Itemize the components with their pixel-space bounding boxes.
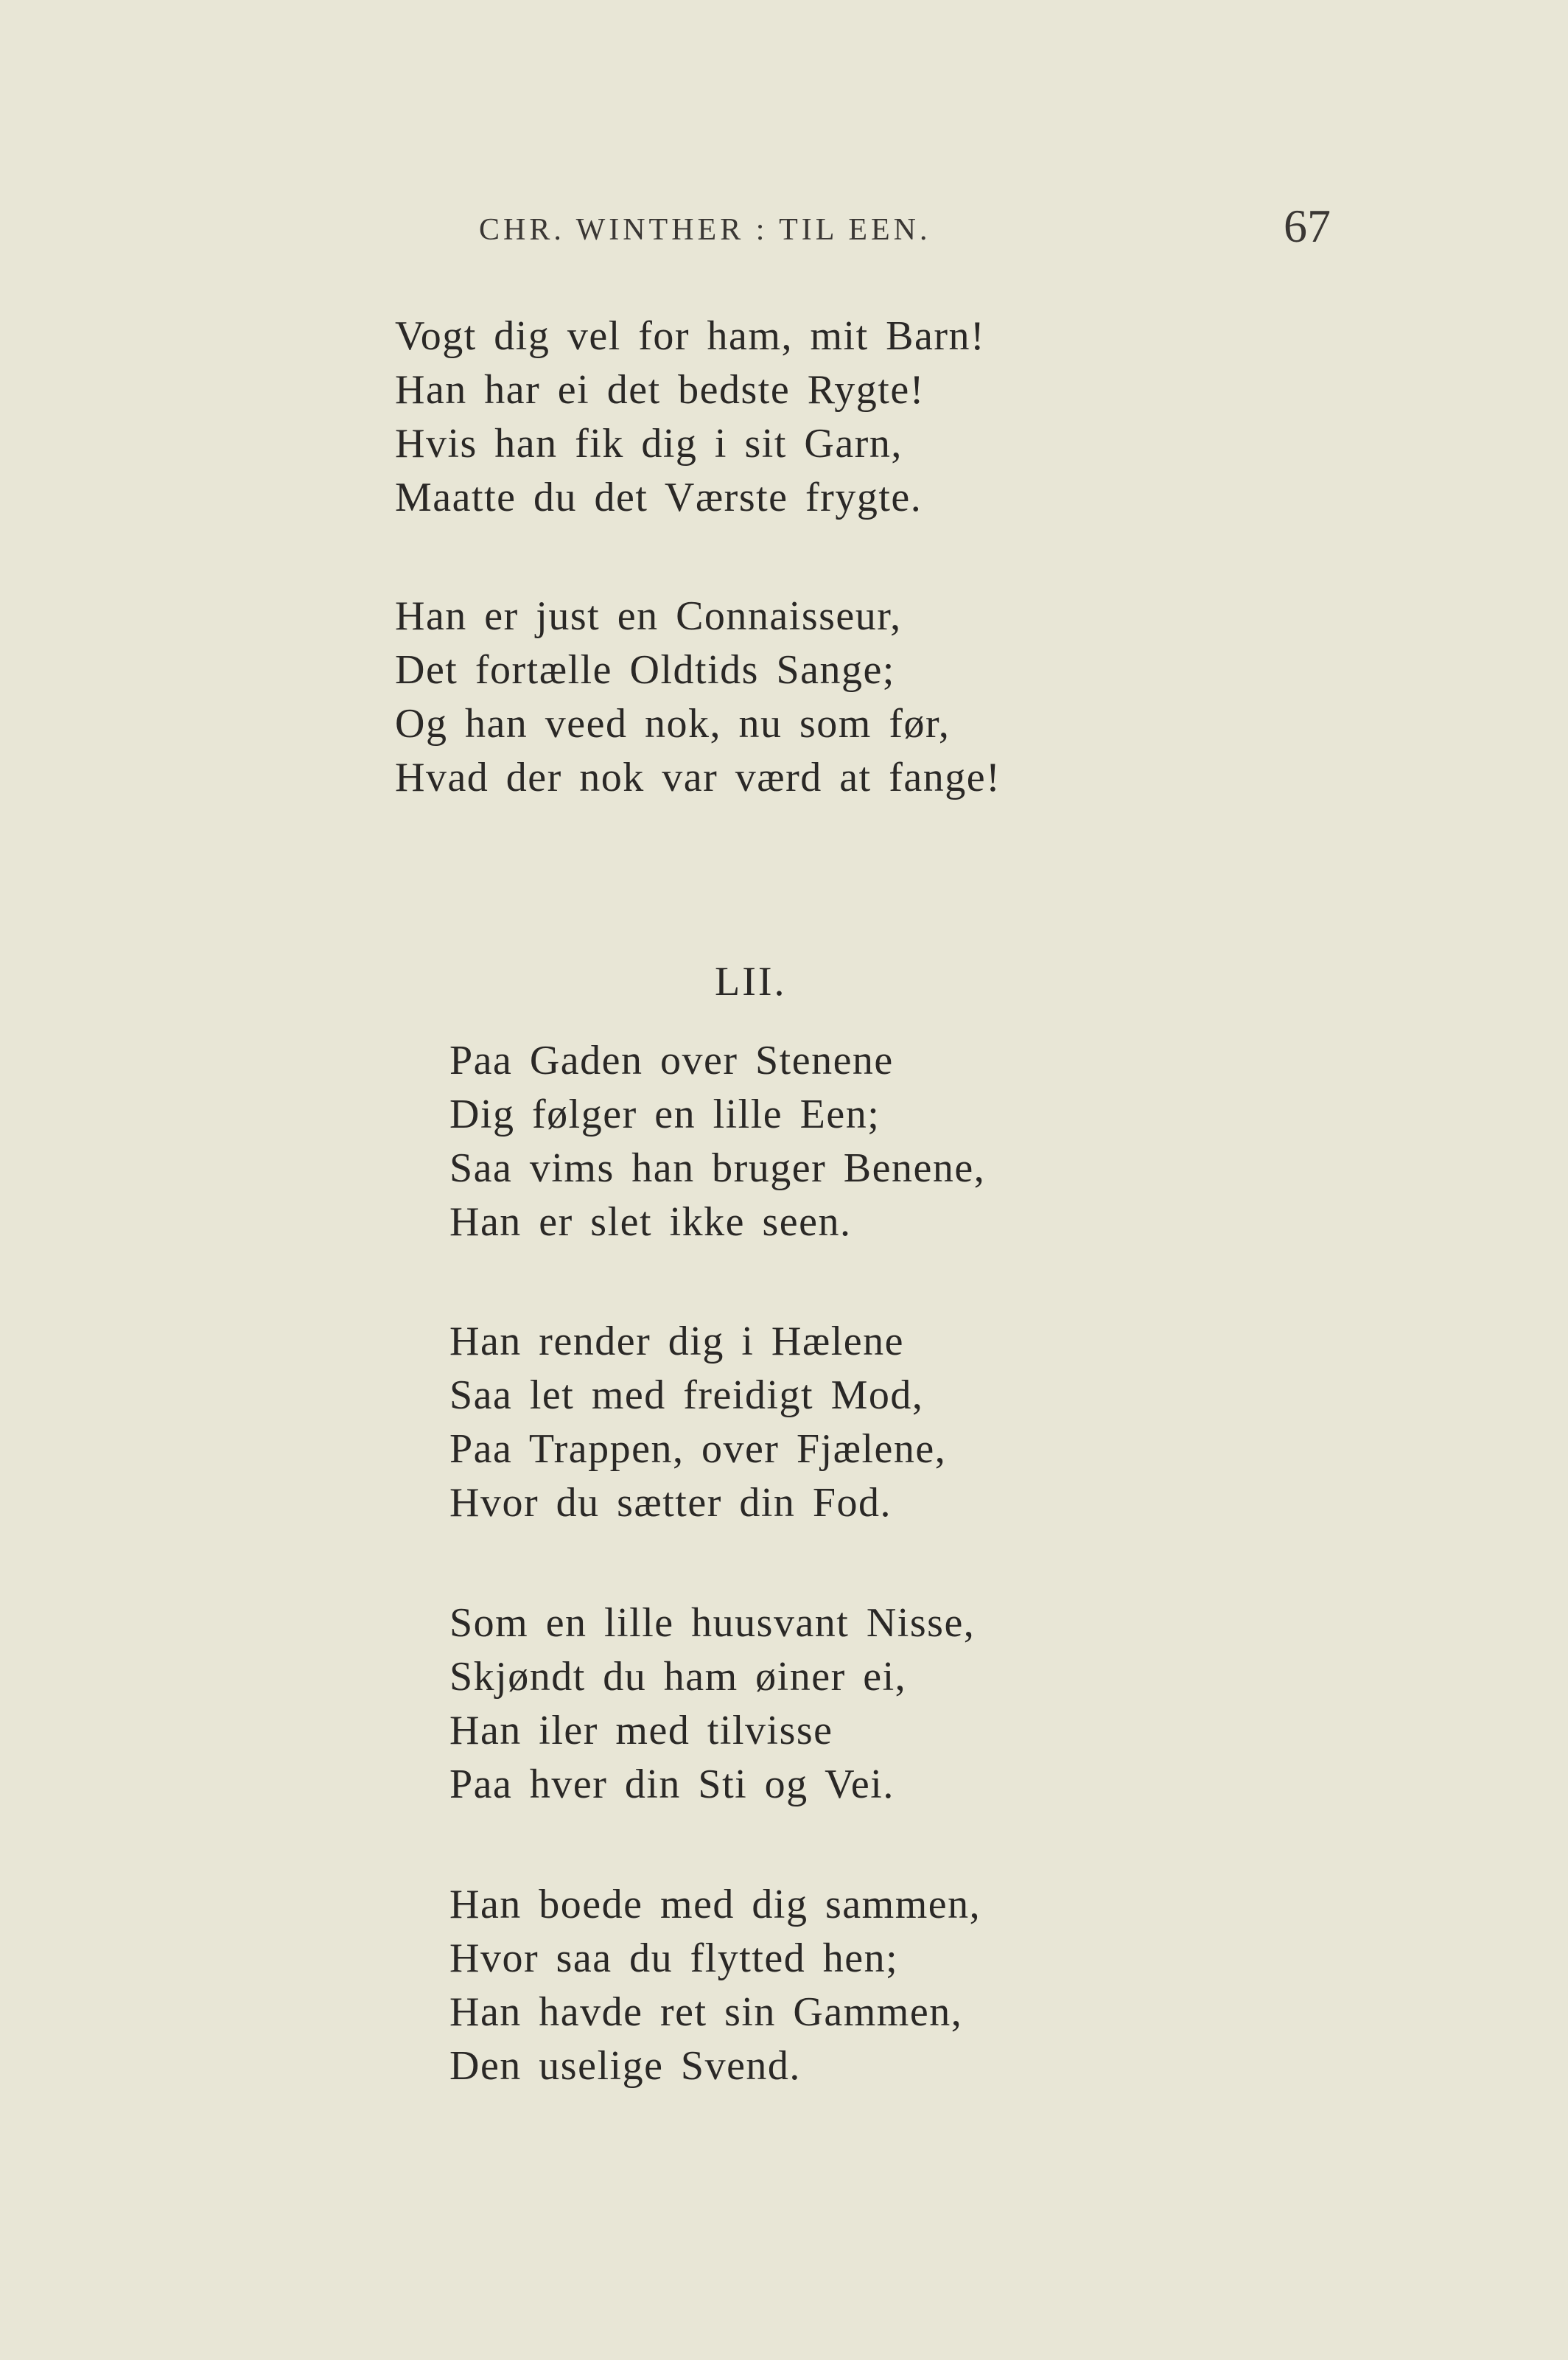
stanza-continued-1: [395, 310, 985, 525]
verse-line: Den uselige Svend.: [449, 2043, 801, 2089]
verse-line: Paa hver din Sti og Vei.: [449, 1762, 895, 1807]
verse-line: Hvor saa du flytted hen;: [449, 1935, 899, 1981]
poem-heading: LII.: [715, 959, 787, 1005]
verse-line: Han har ei det bedste Rygte!: [395, 367, 925, 413]
verse-line: Det fortælle Oldtids Sange;: [395, 647, 895, 693]
verse-line: Han er slet ikke seen.: [449, 1199, 852, 1245]
page-number: 67: [1284, 200, 1331, 252]
verse-line: Saa vims han bruger Benene,: [449, 1145, 986, 1191]
verse-line: Paa Gaden over Stenene: [449, 1038, 894, 1083]
stanza-continued-2: [395, 590, 1001, 805]
verse-line: Han boede med dig sammen,: [449, 1882, 981, 1927]
verse-line: Hvis han fik dig i sit Garn,: [395, 421, 903, 467]
verse-line: Skjøndt du ham øiner ei,: [449, 1654, 907, 1700]
verse-line: Paa Trappen, over Fjælene,: [449, 1426, 947, 1472]
verse-line: Som en lille huusvant Nisse,: [449, 1600, 976, 1646]
verse-line: Han render dig i Hælene: [449, 1319, 904, 1364]
verse-line: Han er just en Connaisseur,: [395, 593, 902, 639]
verse-line: Saa let med freidigt Mod,: [449, 1372, 924, 1418]
verse-line: Maatte du det Værste frygte.: [395, 475, 923, 520]
verse-line: Hvad der nok var værd at fange!: [395, 755, 1001, 800]
stanza-lii-3: [449, 1596, 975, 1812]
verse-line: Han iler med tilvisse: [449, 1708, 833, 1753]
verse-line: Dig følger en lille Een;: [449, 1092, 881, 1137]
stanza-lii-2: [449, 1315, 946, 1530]
verse-line: Vogt dig vel for ham, mit Barn!: [395, 313, 986, 359]
stanza-lii-1: [449, 1034, 985, 1249]
running-title: CHR. WINTHER : TIL EEN.: [479, 213, 931, 247]
verse-line: Han havde ret sin Gammen,: [449, 1989, 963, 2035]
stanza-lii-4: [449, 1878, 981, 2093]
verse-line: Hvor du sætter din Fod.: [449, 1480, 892, 1526]
verse-line: Og han veed nok, nu som før,: [395, 701, 951, 747]
